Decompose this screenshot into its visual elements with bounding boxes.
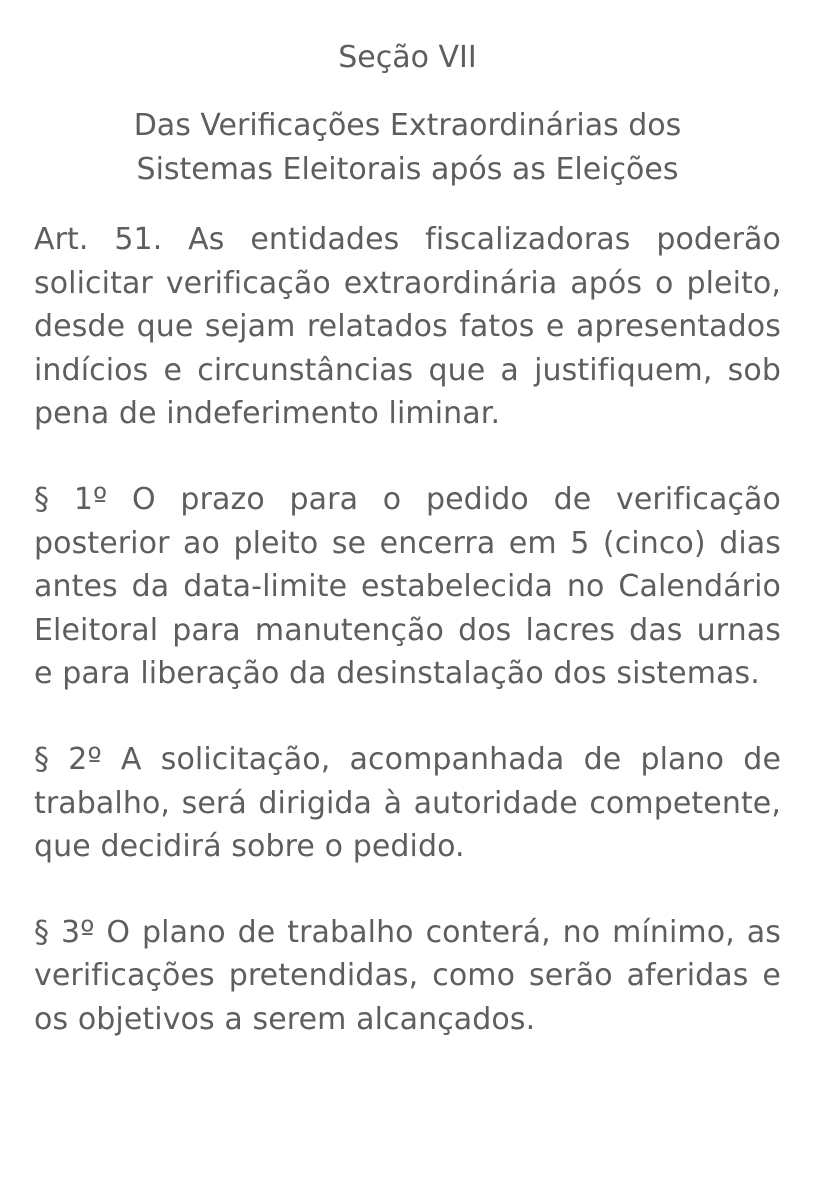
paragraph-2: § 2º A solicitação, acompanhada de plano de trabalho, será dirigida à autoridade competente, que decidirá sobre o pedido.	[34, 741, 781, 865]
paragraph-1: § 1º O prazo para o pedido de verificação posterior ao pleito se encerra em 5 (cinco) dias antes da data-limite estabelecida no Calendário Eleitoral para manutenção dos lacres das urnas e para liberação da desinstalação dos sistemas.	[34, 481, 781, 692]
section-title: Seção VII	[338, 40, 477, 75]
document-body	[34, 0, 781, 1042]
paragraph-3: § 3º O plano de trabalho conterá, no mínimo, as verificações pretendidas, como serão aferidas e os objetivos a serem alcançados.	[34, 914, 781, 1037]
section-heading-line-1: Das Verificações Extraordinárias dos	[133, 108, 682, 143]
section-heading	[34, 104, 781, 192]
article-51-paragraph: Art. 51. As entidades fiscalizadoras poderão solicitar verificação extraordinária após o pleito, desde que sejam relatados fatos e apresentados indícios e circunstâncias que a justifiquem, sob pena de indeferimento liminar.	[34, 222, 781, 432]
section-heading-line-2: Sistemas Eleitorais após as Eleições	[136, 152, 679, 187]
